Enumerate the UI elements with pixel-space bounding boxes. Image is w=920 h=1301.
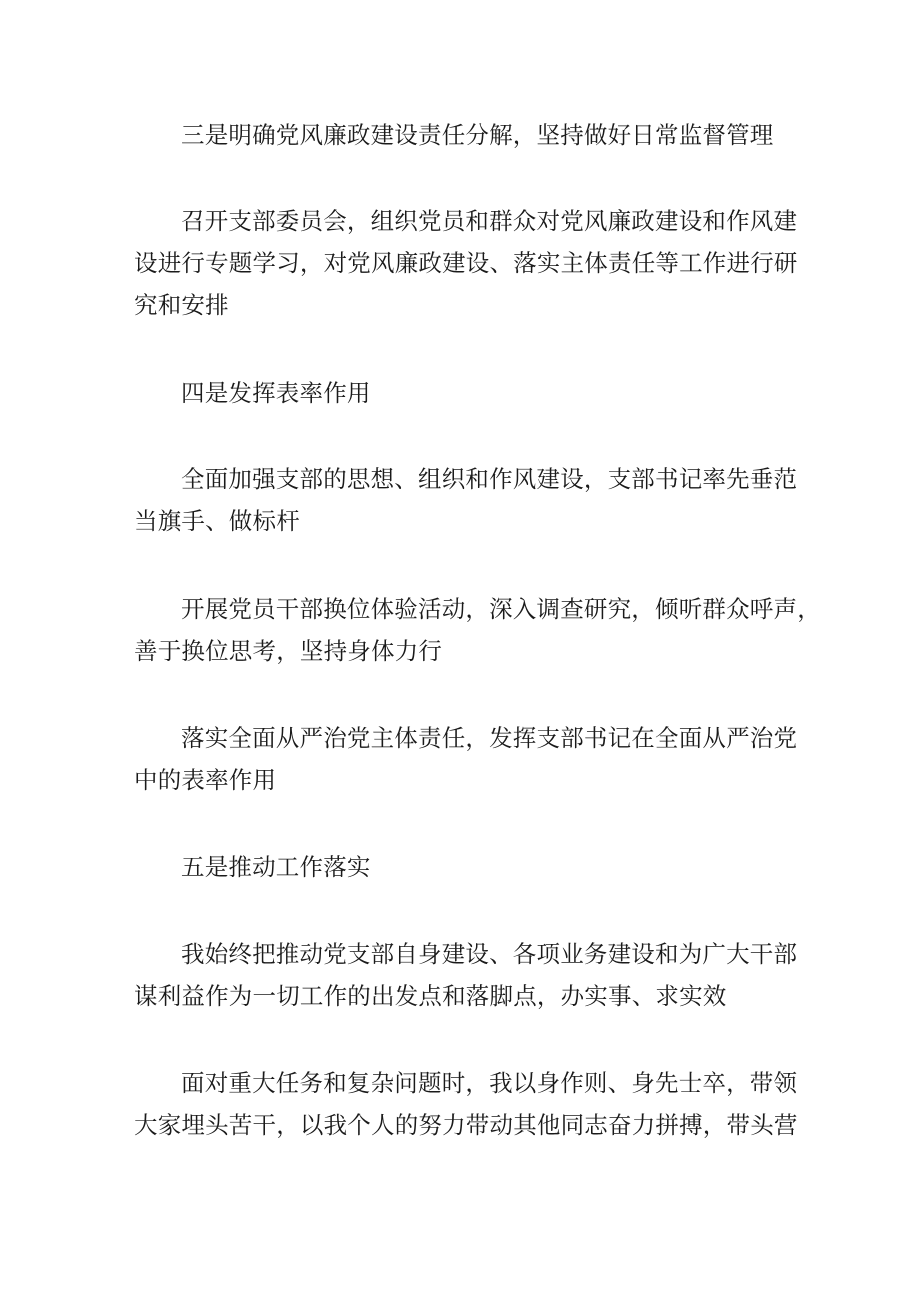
paragraph-line: 我始终把推动党支部自身建设、各项业务建设和为广大干部: [181, 940, 798, 968]
paragraph-line: 大家埋头苦干，以我个人的努力带动其他同志奋力拼搏，带头营: [134, 1111, 798, 1139]
heading-4: [134, 372, 814, 414]
paragraph: [134, 200, 814, 326]
paragraph-line: 落实全面从严治党主体责任，发挥支部书记在全面从严治党: [181, 724, 798, 752]
paragraph-line: 究和安排: [134, 291, 229, 319]
heading-3: [134, 114, 814, 156]
paragraph: [134, 933, 814, 1017]
paragraph: [134, 458, 814, 542]
paragraph: [134, 717, 814, 801]
heading-5: [134, 846, 814, 888]
paragraph-line: 全面加强支部的思想、组织和作风建设，支部书记率先垂范: [181, 465, 798, 493]
paragraph-line: 三是明确党风廉政建设责任分解，坚持做好日常监督管理: [181, 121, 774, 149]
paragraph-line: 四是发挥表率作用: [181, 379, 371, 407]
paragraph-line: 开展党员干部换位体验活动，深入调查研究，倾听群众呼声，: [181, 595, 821, 623]
paragraph-line: 善于换位思考，坚持身体力行: [134, 637, 443, 665]
paragraph-line: 面对重大任务和复杂问题时，我以身作则、身先士卒，带领: [181, 1069, 798, 1097]
paragraph-line: 召开支部委员会，组织党员和群众对党风廉政建设和作风建: [181, 207, 798, 235]
paragraph-line: 谋利益作为一切工作的出发点和落脚点，办实事、求实效: [134, 982, 727, 1010]
paragraph-line: 中的表率作用: [134, 766, 277, 794]
paragraph: [134, 588, 821, 672]
paragraph-line: 设进行专题学习，对党风廉政建设、落实主体责任等工作进行研: [134, 249, 798, 277]
paragraph-line: 五是推动工作落实: [181, 853, 371, 881]
paragraph-line: 当旗手、做标杆: [134, 507, 300, 535]
paragraph: [134, 1062, 814, 1146]
